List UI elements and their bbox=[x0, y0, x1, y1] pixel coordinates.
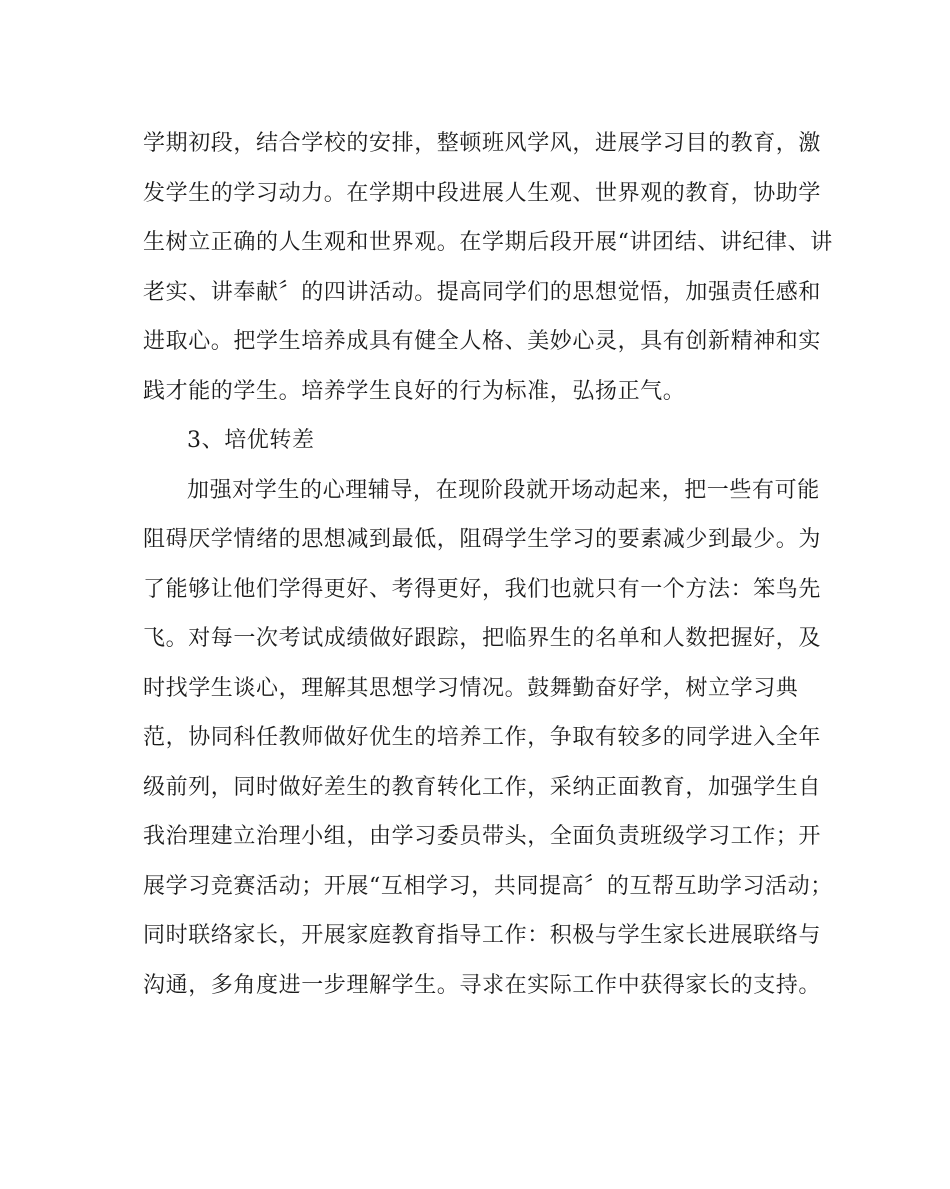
paragraph-1-line-1: 学期初段，结合学校的安排，整顿班风学风，进展学习目的教育，激 bbox=[143, 131, 822, 156]
paragraph-2-line-3: 了能够让他们学得更好、考得更好，我们也就只有一个方法：笨鸟先 bbox=[143, 577, 822, 602]
paragraph-2-line-9: 展学习竞赛活动；开展“互相学习，共同提高〞的互帮互助学习活动； bbox=[143, 874, 833, 899]
paragraph-2-line-8: 我治理建立治理小组，由学习委员带头，全面负责班级学习工作；开 bbox=[143, 824, 822, 849]
paragraph-2-line-11: 沟通，多角度进一步理解学生。寻求在实际工作中获得家长的支持。 bbox=[143, 973, 822, 998]
paragraph-2-line-1: 加强对学生的心理辅导，在现阶段就开场动起来，把一些有可能 bbox=[187, 478, 820, 503]
paragraph-1-line-2: 发学生的学习动力。在学期中段进展人生观、世界观的教育，协助学 bbox=[143, 181, 822, 206]
paragraph-2-line-5: 时找学生谈心，理解其思想学习情况。鼓舞勤奋好学，树立学习典 bbox=[143, 676, 799, 701]
paragraph-2-line-2: 阻碍厌学情绪的思想减到最低，阻碍学生学习的要素减少到最少。为 bbox=[143, 527, 822, 552]
paragraph-1-line-4: 老实、讲奉献〞的四讲活动。提高同学们的思想觉悟，加强责任感和 bbox=[143, 280, 822, 305]
paragraph-2-line-7: 级前列，同时做好差生的教育转化工作，采纳正面教育，加强学生自 bbox=[143, 775, 822, 800]
paragraph-1-line-3: 生树立正确的人生观和世界观。在学期后段开展“讲团结、讲纪律、讲 bbox=[143, 230, 833, 255]
paragraph-2-line-10: 同时联络家长，开展家庭教育指导工作：积极与学生家长进展联络与 bbox=[143, 923, 822, 948]
paragraph-2-line-4: 飞。对每一次考试成绩做好跟踪，把临界生的名单和人数把握好，及 bbox=[143, 626, 822, 651]
paragraph-1-line-5: 进取心。把学生培养成具有健全人格、美妙心灵，具有创新精神和实 bbox=[143, 329, 822, 354]
section-heading: 3、培优转差 bbox=[187, 428, 315, 453]
paragraph-2-line-6: 范，协同科任教师做好优生的培养工作，争取有较多的同学进入全年 bbox=[143, 725, 822, 750]
paragraph-1-line-6: 践才能的学生。培养学生良好的行为标准，弘扬正气。 bbox=[143, 379, 686, 404]
